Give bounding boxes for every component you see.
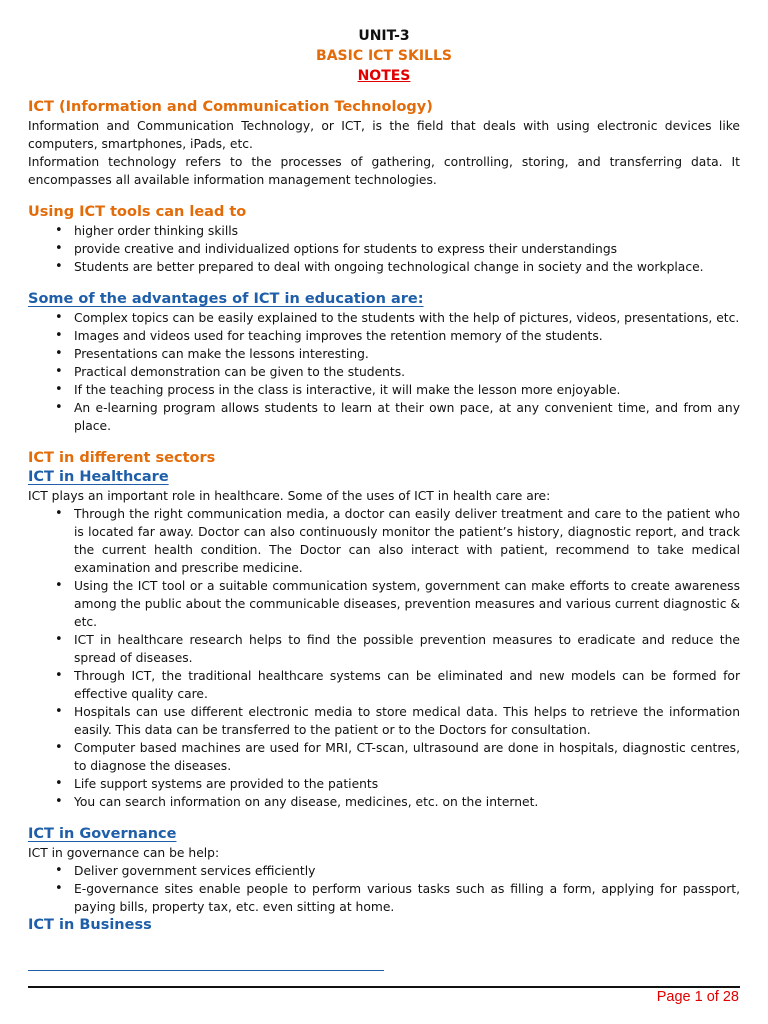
- ict-heading-paren-close: ): [426, 99, 433, 115]
- ict-paragraph-2: Information technology refers to the processes of gathering, controlling, storing, and transferring data. It encompasses all available information management technologies.: [28, 155, 740, 187]
- list-item: • Life support systems are provided to the patients: [74, 775, 740, 793]
- list-item: • If the teaching process in the class is interactive, it will make the lesson more enjoyable.: [74, 381, 740, 399]
- list-item: • Presentations can make the lessons interesting.: [74, 345, 740, 363]
- list-item: • Complex topics can be easily explained to the students with the help of pictures, videos, presentations, etc.: [74, 309, 740, 327]
- ict-heading-main: ICT: [28, 99, 54, 115]
- governance-intro: ICT in governance can be help:: [28, 846, 220, 860]
- notes-title: NOTES: [357, 68, 411, 84]
- subject-title: BASIC ICT SKILLS: [316, 48, 452, 64]
- list-item: • Practical demonstration can be given to the students.: [74, 363, 740, 381]
- list-item: • E-governance sites enable people to perform various tasks such as filling a form, applying for passport, paying bills, property tax, etc. even sitting at home.: [74, 880, 740, 916]
- business-heading-rule: [28, 970, 384, 971]
- tools-list: [28, 222, 740, 276]
- document-page: [28, 26, 740, 935]
- list-item: • Images and videos used for teaching improves the retention memory of the students.: [74, 327, 740, 345]
- healthcare-heading: ICT in Healthcare: [28, 469, 169, 485]
- tools-heading: Using ICT tools can lead to: [28, 204, 247, 220]
- page-number: Page 1 of 28: [656, 989, 739, 1005]
- list-item: • Through the right communication media, a doctor can easily deliver treatment and care to the patient who is located far away. Doctor can also continuously monitor the patient’s history, diagnostic report, and track the current health condition. The Doctor can also interact with patient, recommend to take medical examination and prescribe medicine.: [74, 505, 740, 577]
- healthcare-list: [28, 505, 740, 811]
- governance-heading: ICT in Governance: [28, 826, 177, 842]
- list-item: • Deliver government services efficiently: [74, 862, 740, 880]
- advantages-heading: Some of the advantages of ICT in education are:: [28, 291, 424, 307]
- list-item: • ICT in healthcare research helps to find the possible prevention measures to eradicate and reduce the spread of diseases.: [74, 631, 740, 667]
- ict-heading: [28, 98, 740, 117]
- governance-list: [28, 862, 740, 916]
- unit-title: UNIT-3: [358, 28, 410, 44]
- list-item: • provide creative and individualized options for students to express their understandings: [74, 240, 740, 258]
- footer-divider: [28, 986, 740, 988]
- advantages-list: [28, 309, 740, 435]
- list-item: • Using the ICT tool or a suitable communication system, government can make efforts to create awareness among the public about the communicable diseases, prevention measures and various current diagnostic & etc.: [74, 577, 740, 631]
- ict-paragraph-1: Information and Communication Technology, or ICT, is the field that deals with using electronic devices like computers, smartphones, iPads, etc.: [28, 119, 740, 151]
- ict-heading-expansion: Information and Communication Technology: [65, 99, 427, 115]
- business-heading: ICT in Business: [28, 917, 152, 933]
- sectors-heading: ICT in different sectors: [28, 450, 216, 466]
- healthcare-intro: ICT plays an important role in healthcare. Some of the uses of ICT in health care are:: [28, 489, 551, 503]
- list-item: • An e-learning program allows students to learn at their own pace, at any convenient time, and from any place.: [74, 399, 740, 435]
- notes-title-wrap: [28, 66, 740, 86]
- list-item: • You can search information on any disease, medicines, etc. on the internet.: [74, 793, 740, 811]
- list-item: • Students are better prepared to deal with ongoing technological change in society and the workplace.: [74, 258, 740, 276]
- list-item: • Computer based machines are used for MRI, CT-scan, ultrasound are done in hospitals, diagnostic centres, to diagnose the diseases.: [74, 739, 740, 775]
- list-item: • Through ICT, the traditional healthcare systems can be eliminated and new models can be formed for effective quality care.: [74, 667, 740, 703]
- list-item: • Hospitals can use different electronic media to store medical data. This helps to retrieve the information easily. This data can be transferred to the patient or to the Doctors for consultation.: [74, 703, 740, 739]
- ict-heading-paren-open: (: [59, 99, 66, 115]
- list-item: • higher order thinking skills: [74, 222, 740, 240]
